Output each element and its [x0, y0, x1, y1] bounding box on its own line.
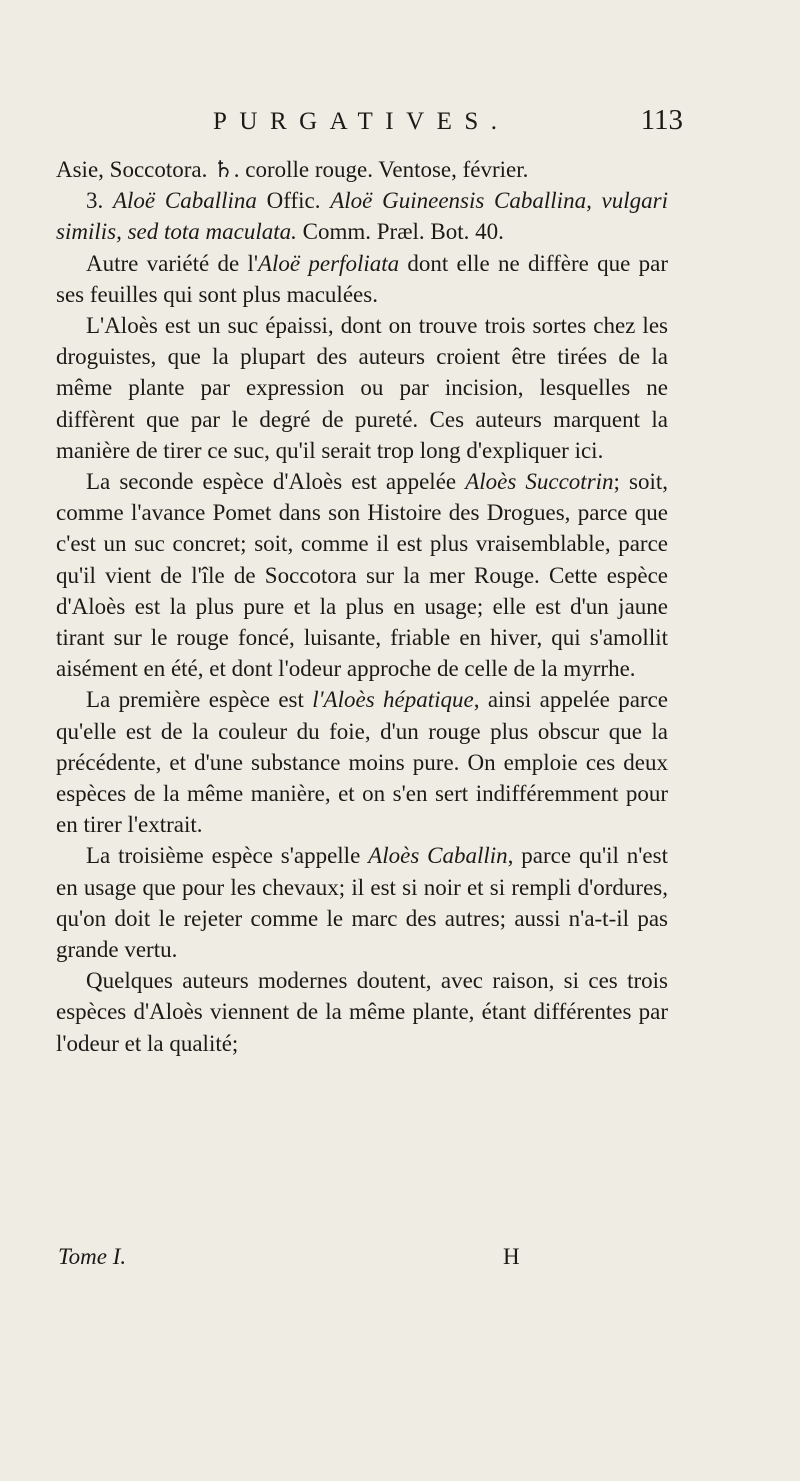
signature-mark: H: [503, 1244, 520, 1269]
body-text: [56, 154, 668, 1059]
paragraph: Asie, Soccotora. ♄. corolle rouge. Ventose, février.: [56, 157, 529, 182]
volume-note: Tome I.: [58, 1244, 127, 1269]
paragraph: La seconde espèce d'Aloès est appelée Aloès Succotrin; soit, comme l'avance Pomet dans son Histoire des Drogues, parce que c'est un suc concret; soit, comme il est plus vraisemblable, parce qu'il vient de l'île de Soccotora sur la mer Rouge. Cette espèce d'Aloès est la plus pure et la plus en usage; elle est d'un jaune tirant sur le rouge foncé, luisante, friable en hiver, qui s'amollit aisément en été, et dont l'odeur approche de celle de la myrrhe.: [56, 469, 669, 682]
paragraph: L'Aloès est un suc épaissi, dont on trouve trois sortes chez les droguistes, que la plupart des auteurs croient être tirées de la même plante par expression ou par incision, lesquelles ne diffèrent que par le degré de pureté. Ces auteurs marquent la manière de tirer ce suc, qu'il serait trop long d'expliquer ici.: [56, 313, 668, 463]
paragraph: Quelques auteurs modernes doutent, avec raison, si ces trois espèces d'Aloès viennent de la même plante, étant différentes par l'odeur et la qualité;: [56, 968, 668, 1056]
paragraph: La troisième espèce s'appelle Aloès Caballin, parce qu'il n'est en usage que pour les chevaux; il est si noir et si rempli d'ordures, qu'on doit le rejeter comme le marc des autres; aussi n'a-t-il pas grande vertu.: [56, 843, 668, 963]
paragraph: La première espèce est l'Aloès hépatique, ainsi appelée parce qu'elle est de la couleur du foie, d'un rouge plus obscur que la précédente, et d'une substance moins pure. On emploie ces deux espèces de la même manière, et on s'en sert indifféremment pour en tirer l'extrait.: [56, 687, 668, 838]
running-title: PURGATIVES.: [213, 108, 510, 135]
paragraph: Autre variété de l'Aloë perfoliata dont elle ne diffère que par ses feuilles qui sont plus maculées.: [56, 250, 668, 307]
paragraph: 3. Aloë Caballina Offic. Aloë Guineensis Caballina, vulgari similis, sed tota maculata. Comm. Præl. Bot. 40.: [56, 188, 668, 245]
page-number: 113: [640, 104, 683, 136]
